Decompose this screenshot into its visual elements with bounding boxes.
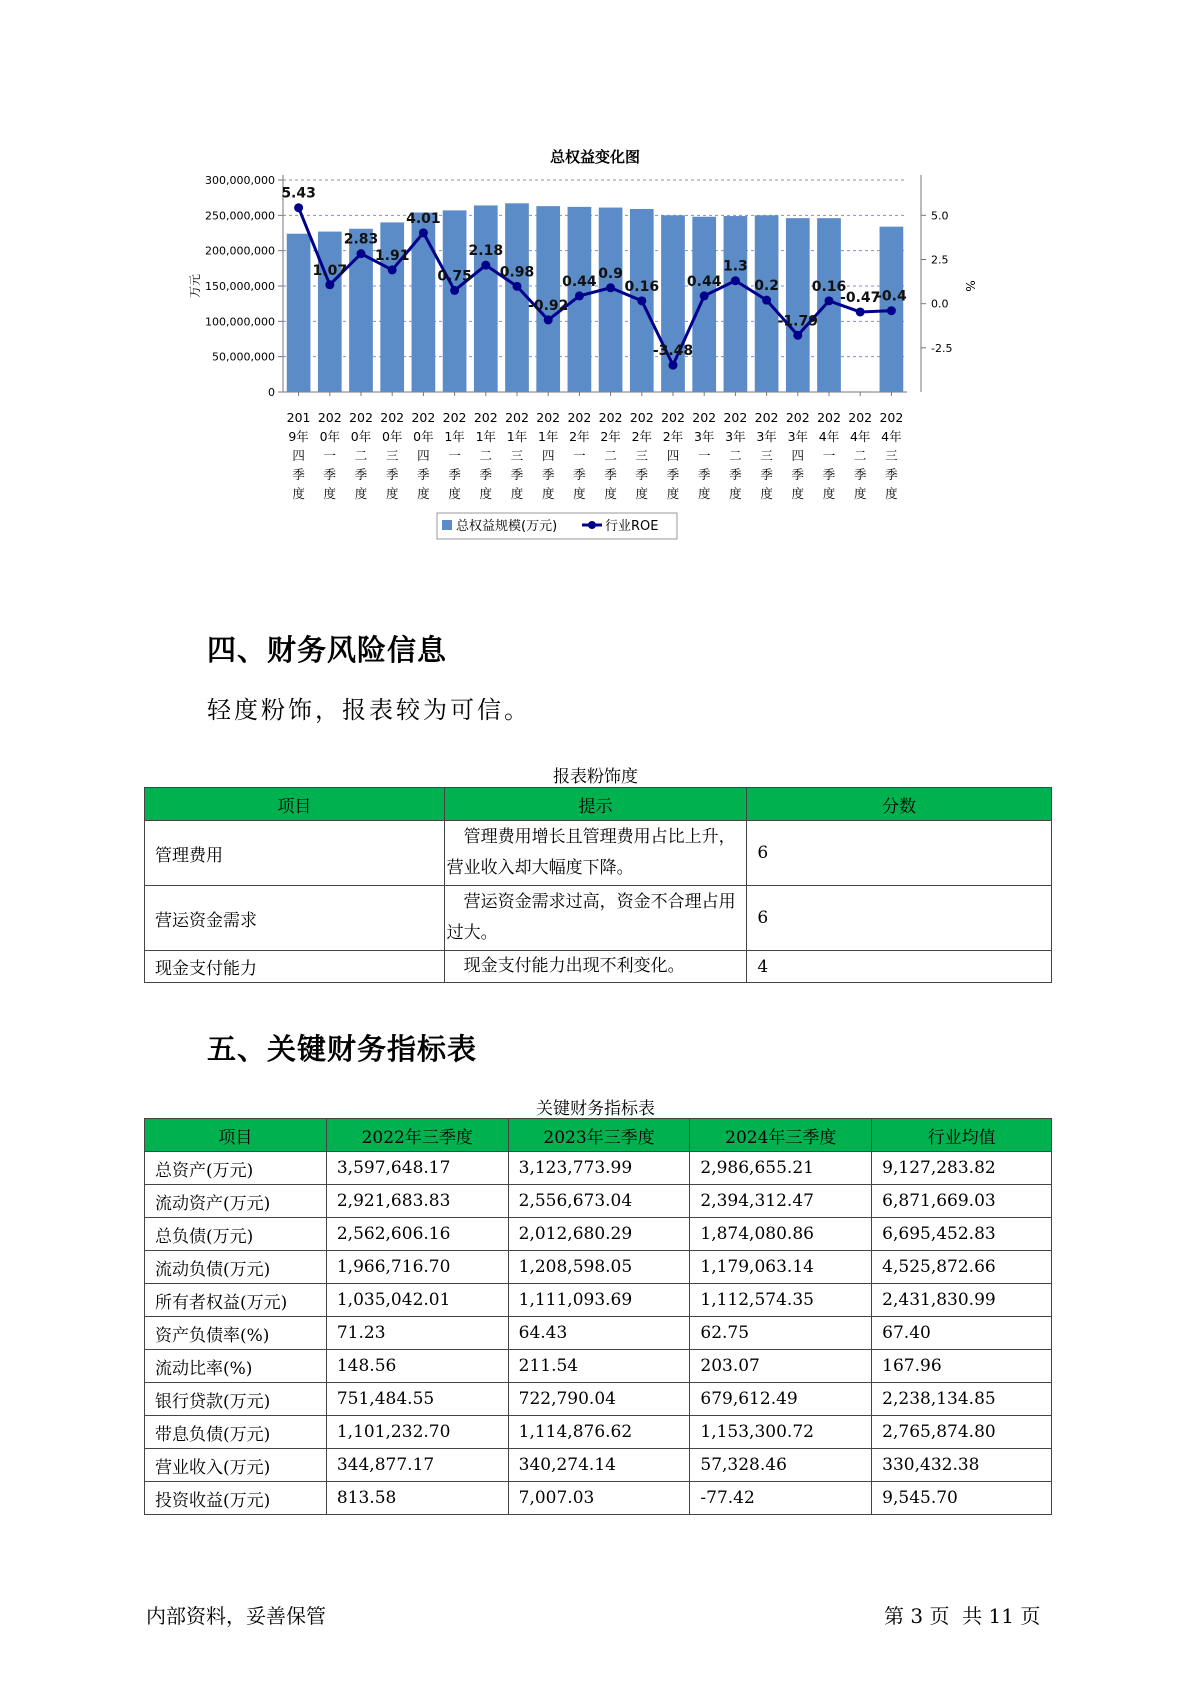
roe-data-label: 0.44 xyxy=(686,273,722,290)
x-tick-label: 3年 xyxy=(756,429,777,444)
roe-data-label: 2.83 xyxy=(343,231,379,248)
y-right-tick-label: 0.0 xyxy=(931,297,949,311)
kpi-table-header xyxy=(145,1119,1052,1152)
x-tick-label: 度 xyxy=(510,486,524,501)
legend-bar-label: 总权益规模(万元) xyxy=(456,519,558,534)
kpi-item: 流动资产(万元) xyxy=(145,1185,327,1218)
equity-chart-svg xyxy=(180,140,977,600)
y-right-tick-label: -2.5 xyxy=(931,341,953,355)
x-tick-label: 季 xyxy=(760,467,773,482)
kpi-value: 9,127,283.82 xyxy=(872,1152,1052,1185)
x-tick-label: 1年 xyxy=(475,429,497,444)
roe-point xyxy=(606,283,615,292)
risk-hint: 营运资金需求过高，资金不合理占用过大。 xyxy=(444,886,747,951)
kpi-header-2022q3: 2022年三季度 xyxy=(326,1119,508,1152)
kpi-item: 流动负债(万元) xyxy=(145,1251,327,1284)
section4-summary: 轻度粉饰，报表较为可信。 xyxy=(207,696,531,724)
kpi-value: 1,112,574.35 xyxy=(690,1284,872,1317)
x-tick-label: 二 xyxy=(853,448,867,463)
y-left-tick-label: 250,000,000 xyxy=(205,209,275,223)
kpi-value: 148.56 xyxy=(326,1350,508,1383)
x-tick-label: 202 xyxy=(473,410,498,425)
roe-point xyxy=(700,291,709,300)
roe-data-label: -0.4 xyxy=(876,288,907,305)
x-tick-label: 202 xyxy=(692,410,717,425)
x-tick-label: 季 xyxy=(354,467,368,482)
equity-bar xyxy=(786,218,810,392)
equity-bar xyxy=(474,205,498,392)
equity-bar xyxy=(692,217,716,392)
table-row xyxy=(145,1482,1052,1515)
risk-score: 6 xyxy=(747,886,1052,951)
y-left-tick-label: 50,000,000 xyxy=(212,350,275,364)
legend-bar-swatch xyxy=(442,520,452,530)
kpi-value: 1,179,063.14 xyxy=(690,1251,872,1284)
kpi-value: 1,035,042.01 xyxy=(326,1284,508,1317)
table-row xyxy=(145,1317,1052,1350)
kpi-header-2024q3: 2024年三季度 xyxy=(690,1119,872,1152)
x-tick-label: 度 xyxy=(791,486,805,501)
roe-point xyxy=(450,286,459,295)
x-tick-label: 一 xyxy=(448,448,461,463)
kpi-value: 67.40 xyxy=(872,1317,1052,1350)
kpi-value: 2,562,606.16 xyxy=(326,1218,508,1251)
x-tick-label: 季 xyxy=(479,467,493,482)
chart-title: 总权益变化图 xyxy=(549,148,641,166)
kpi-value: 1,153,300.72 xyxy=(690,1416,872,1449)
y-left-tick-label: 300,000,000 xyxy=(205,174,275,187)
risk-score: 4 xyxy=(747,951,1052,983)
table-row xyxy=(145,1284,1052,1317)
x-tick-label: 202 xyxy=(505,410,529,425)
x-tick-label: 季 xyxy=(666,467,680,482)
kpi-header-item: 项目 xyxy=(145,1119,327,1152)
x-tick-label: 202 xyxy=(349,410,373,425)
x-tick-label: 一 xyxy=(822,448,836,463)
kpi-header-2023q3: 2023年三季度 xyxy=(508,1119,690,1152)
kpi-value: 2,012,680.29 xyxy=(508,1218,690,1251)
x-tick-label: 202 xyxy=(754,410,779,425)
risk-header-score: 分数 xyxy=(747,788,1052,821)
x-tick-label: 1年 xyxy=(506,429,528,444)
x-tick-label: 四 xyxy=(292,448,305,463)
kpi-table-caption: 关键财务指标表 xyxy=(536,1099,655,1119)
x-tick-label: 度 xyxy=(323,486,337,501)
roe-point xyxy=(825,296,834,305)
roe-point xyxy=(793,331,802,340)
roe-data-label: -3.48 xyxy=(652,343,694,360)
kpi-value: 7,007.03 xyxy=(508,1482,690,1515)
kpi-value: 1,874,080.86 xyxy=(690,1218,872,1251)
roe-point xyxy=(762,296,771,305)
x-tick-label: 202 xyxy=(536,410,561,425)
x-tick-label: 三 xyxy=(885,448,898,463)
risk-hint: 现金支付能力出现不利变化。 xyxy=(444,951,747,983)
x-tick-label: 202 xyxy=(817,410,841,425)
x-tick-label: 季 xyxy=(822,467,836,482)
kpi-value: 203.07 xyxy=(690,1350,872,1383)
x-tick-label: 1年 xyxy=(537,429,559,444)
x-tick-label: 度 xyxy=(604,486,617,501)
kpi-value: 167.96 xyxy=(872,1350,1052,1383)
x-tick-label: 9年 xyxy=(288,429,309,444)
x-tick-label: 三 xyxy=(760,448,773,463)
kpi-value: 2,431,830.99 xyxy=(872,1284,1052,1317)
roe-point xyxy=(357,249,366,258)
x-tick-label: 二 xyxy=(354,448,368,463)
x-tick-label: 度 xyxy=(479,486,493,501)
kpi-value: 3,597,648.17 xyxy=(326,1152,508,1185)
table-row xyxy=(145,1251,1052,1284)
x-tick-label: 三 xyxy=(510,448,524,463)
x-tick-label: 202 xyxy=(567,410,592,425)
section4-heading: 四、财务风险信息 xyxy=(207,633,448,667)
x-tick-label: 3年 xyxy=(725,429,746,444)
roe-data-label: 0.16 xyxy=(624,278,660,295)
x-tick-label: 202 xyxy=(598,410,623,425)
roe-data-label: 1.91 xyxy=(374,247,410,264)
equity-bar xyxy=(724,216,748,392)
x-tick-label: 4年 xyxy=(881,429,902,444)
x-tick-label: 季 xyxy=(417,467,430,482)
y-left-tick-label: 0 xyxy=(268,386,275,399)
x-tick-label: 202 xyxy=(629,410,654,425)
x-tick-label: 三 xyxy=(635,448,649,463)
table-row xyxy=(145,1383,1052,1416)
table-row xyxy=(145,1185,1052,1218)
x-tick-label: 201 xyxy=(286,410,311,425)
roe-data-label: 1.07 xyxy=(312,262,348,279)
risk-table xyxy=(144,787,1052,983)
x-tick-label: 1年 xyxy=(444,429,465,444)
table-row xyxy=(145,1350,1052,1383)
x-tick-label: 202 xyxy=(661,410,685,425)
kpi-value: 57,328.46 xyxy=(690,1449,872,1482)
y-left-tick-label: 150,000,000 xyxy=(205,280,275,293)
kpi-item: 流动比率(%) xyxy=(145,1350,327,1383)
roe-point xyxy=(294,203,303,212)
x-tick-label: 202 xyxy=(848,410,873,425)
kpi-value: 6,871,669.03 xyxy=(872,1185,1052,1218)
roe-data-label: -1.79 xyxy=(777,313,818,330)
x-tick-label: 季 xyxy=(323,467,337,482)
x-tick-label: 202 xyxy=(723,410,748,425)
kpi-value: 722,790.04 xyxy=(508,1383,690,1416)
roe-point xyxy=(856,307,865,316)
roe-data-label: 0.16 xyxy=(811,278,847,295)
roe-point xyxy=(887,306,896,315)
x-tick-label: 度 xyxy=(666,486,680,501)
x-tick-label: 季 xyxy=(885,467,898,482)
table-row xyxy=(145,1416,1052,1449)
kpi-item: 总负债(万元) xyxy=(145,1218,327,1251)
x-tick-label: 一 xyxy=(323,448,337,463)
x-tick-label: 0年 xyxy=(381,429,403,444)
kpi-value: 62.75 xyxy=(690,1317,872,1350)
x-tick-label: 季 xyxy=(573,467,586,482)
kpi-value: 1,966,716.70 xyxy=(326,1251,508,1284)
x-tick-label: 度 xyxy=(822,486,836,501)
roe-data-label: 0.2 xyxy=(754,278,780,295)
x-tick-label: 四 xyxy=(666,448,680,463)
legend-line-label: 行业ROE xyxy=(605,519,659,534)
roe-data-label: -0.92 xyxy=(528,297,569,314)
kpi-value: -77.42 xyxy=(690,1482,872,1515)
x-tick-label: 度 xyxy=(448,486,461,501)
x-tick-label: 季 xyxy=(729,467,742,482)
x-tick-label: 度 xyxy=(354,486,368,501)
x-tick-label: 4年 xyxy=(818,429,840,444)
x-tick-label: 2年 xyxy=(631,429,653,444)
x-tick-label: 三 xyxy=(385,448,399,463)
x-tick-label: 度 xyxy=(853,486,867,501)
risk-header-hint: 提示 xyxy=(444,788,747,821)
kpi-table xyxy=(144,1118,1052,1515)
equity-bar xyxy=(287,234,311,392)
footer-note: 内部资料，妥善保管 xyxy=(146,1604,326,1628)
x-tick-label: 四 xyxy=(791,448,805,463)
x-tick-label: 季 xyxy=(292,467,305,482)
x-tick-label: 202 xyxy=(879,410,904,425)
x-tick-label: 2年 xyxy=(600,429,621,444)
risk-table-header xyxy=(145,788,1052,821)
kpi-value: 3,123,773.99 xyxy=(508,1152,690,1185)
x-tick-label: 季 xyxy=(604,467,617,482)
roe-data-label: 0.98 xyxy=(499,264,535,281)
table-row xyxy=(145,1152,1052,1185)
roe-point xyxy=(575,291,584,300)
kpi-value: 1,101,232.70 xyxy=(326,1416,508,1449)
x-tick-label: 度 xyxy=(760,486,773,501)
table-row xyxy=(145,1449,1052,1482)
x-tick-label: 0年 xyxy=(413,429,434,444)
table-row xyxy=(145,886,1052,951)
equity-bar xyxy=(443,210,467,392)
section5-heading: 五、关键财务指标表 xyxy=(207,1032,478,1066)
kpi-value: 2,986,655.21 xyxy=(690,1152,872,1185)
x-tick-label: 季 xyxy=(791,467,805,482)
risk-table-caption: 报表粉饰度 xyxy=(553,767,638,787)
x-tick-label: 2年 xyxy=(569,429,590,444)
roe-point xyxy=(419,228,428,237)
y-left-axis-label: 万元 xyxy=(188,273,202,299)
kpi-item: 所有者权益(万元) xyxy=(145,1284,327,1317)
x-tick-label: 二 xyxy=(479,448,493,463)
kpi-value: 9,545.70 xyxy=(872,1482,1052,1515)
equity-bar xyxy=(505,203,529,392)
kpi-value: 64.43 xyxy=(508,1317,690,1350)
x-tick-label: 度 xyxy=(417,486,430,501)
kpi-value: 1,111,093.69 xyxy=(508,1284,690,1317)
roe-data-label: 5.43 xyxy=(281,185,316,202)
kpi-value: 4,525,872.66 xyxy=(872,1251,1052,1284)
kpi-value: 71.23 xyxy=(326,1317,508,1350)
x-tick-label: 202 xyxy=(785,410,810,425)
roe-data-label: 2.18 xyxy=(468,243,504,260)
kpi-item: 资产负债率(%) xyxy=(145,1317,327,1350)
x-tick-label: 季 xyxy=(635,467,649,482)
roe-point xyxy=(481,261,490,270)
risk-item: 管理费用 xyxy=(145,821,445,886)
kpi-value: 1,208,598.05 xyxy=(508,1251,690,1284)
x-tick-label: 一 xyxy=(697,448,711,463)
roe-point xyxy=(637,296,646,305)
kpi-item: 带息负债(万元) xyxy=(145,1416,327,1449)
roe-data-label: 0.9 xyxy=(598,265,624,282)
equity-bar xyxy=(599,208,623,392)
roe-data-label: 1.3 xyxy=(722,258,748,275)
legend-line-marker xyxy=(588,521,596,529)
x-tick-label: 度 xyxy=(573,486,586,501)
risk-item: 现金支付能力 xyxy=(145,951,445,983)
x-tick-label: 季 xyxy=(448,467,461,482)
x-tick-label: 202 xyxy=(380,410,405,425)
kpi-value: 2,238,134.85 xyxy=(872,1383,1052,1416)
kpi-value: 2,921,683.83 xyxy=(326,1185,508,1218)
kpi-value: 813.58 xyxy=(326,1482,508,1515)
kpi-value: 211.54 xyxy=(508,1350,690,1383)
roe-data-label: 0.44 xyxy=(562,273,597,290)
x-tick-label: 度 xyxy=(385,486,399,501)
roe-point xyxy=(325,280,334,289)
risk-header-item: 项目 xyxy=(145,788,445,821)
kpi-value: 2,556,673.04 xyxy=(508,1185,690,1218)
x-tick-label: 一 xyxy=(573,448,586,463)
table-row xyxy=(145,951,1052,983)
roe-point xyxy=(513,282,522,291)
kpi-value: 330,432.38 xyxy=(872,1449,1052,1482)
x-tick-label: 四 xyxy=(541,448,555,463)
x-tick-label: 度 xyxy=(885,486,898,501)
y-right-tick-label: 2.5 xyxy=(931,253,949,267)
kpi-item: 总资产(万元) xyxy=(145,1152,327,1185)
x-tick-label: 二 xyxy=(729,448,742,463)
kpi-header-industry-avg: 行业均值 xyxy=(872,1119,1052,1152)
roe-point xyxy=(731,276,740,285)
x-tick-label: 202 xyxy=(317,410,342,425)
page-number: 第 3 页 共 11 页 xyxy=(884,1604,1041,1628)
roe-data-label: -0.47 xyxy=(840,289,881,306)
kpi-item: 营业收入(万元) xyxy=(145,1449,327,1482)
kpi-value: 1,114,876.62 xyxy=(508,1416,690,1449)
equity-bar xyxy=(318,232,342,392)
kpi-value: 6,695,452.83 xyxy=(872,1218,1052,1251)
y-right-axis-label: % xyxy=(963,280,977,292)
x-tick-label: 度 xyxy=(292,486,305,501)
equity-bar xyxy=(412,213,436,392)
x-tick-label: 3年 xyxy=(787,429,809,444)
kpi-item: 投资收益(万元) xyxy=(145,1482,327,1515)
kpi-item: 银行贷款(万元) xyxy=(145,1383,327,1416)
x-tick-label: 四 xyxy=(417,448,430,463)
x-tick-label: 度 xyxy=(541,486,555,501)
equity-chart xyxy=(180,140,977,600)
risk-score: 6 xyxy=(747,821,1052,886)
x-tick-label: 0年 xyxy=(319,429,341,444)
kpi-value: 751,484.55 xyxy=(326,1383,508,1416)
x-tick-label: 季 xyxy=(697,467,711,482)
y-right-tick-label: 5.0 xyxy=(931,209,949,223)
roe-data-label: 4.01 xyxy=(406,210,441,227)
kpi-value: 2,765,874.80 xyxy=(872,1416,1052,1449)
x-tick-label: 202 xyxy=(411,410,436,425)
kpi-value: 2,394,312.47 xyxy=(690,1185,872,1218)
risk-item: 营运资金需求 xyxy=(145,886,445,951)
y-left-tick-label: 200,000,000 xyxy=(205,244,275,258)
y-left-tick-label: 100,000,000 xyxy=(205,315,275,329)
risk-hint: 管理费用增长且管理费用占比上升，营业收入却大幅度下降。 xyxy=(444,821,747,886)
kpi-value: 344,877.17 xyxy=(326,1449,508,1482)
x-tick-label: 季 xyxy=(853,467,867,482)
x-tick-label: 度 xyxy=(635,486,649,501)
roe-point xyxy=(388,265,397,274)
roe-point xyxy=(669,361,678,370)
x-tick-label: 202 xyxy=(442,410,467,425)
x-tick-label: 度 xyxy=(697,486,711,501)
x-tick-label: 2年 xyxy=(662,429,684,444)
x-tick-label: 度 xyxy=(729,486,742,501)
x-tick-label: 季 xyxy=(510,467,524,482)
x-tick-label: 季 xyxy=(541,467,555,482)
x-tick-label: 4年 xyxy=(849,429,871,444)
x-tick-label: 季 xyxy=(385,467,399,482)
kpi-value: 340,274.14 xyxy=(508,1449,690,1482)
kpi-value: 679,612.49 xyxy=(690,1383,872,1416)
roe-data-label: 0.75 xyxy=(437,268,472,285)
table-row xyxy=(145,1218,1052,1251)
x-tick-label: 二 xyxy=(604,448,617,463)
roe-point xyxy=(544,315,553,324)
x-tick-label: 3年 xyxy=(693,429,715,444)
x-tick-label: 0年 xyxy=(350,429,372,444)
table-row xyxy=(145,821,1052,886)
